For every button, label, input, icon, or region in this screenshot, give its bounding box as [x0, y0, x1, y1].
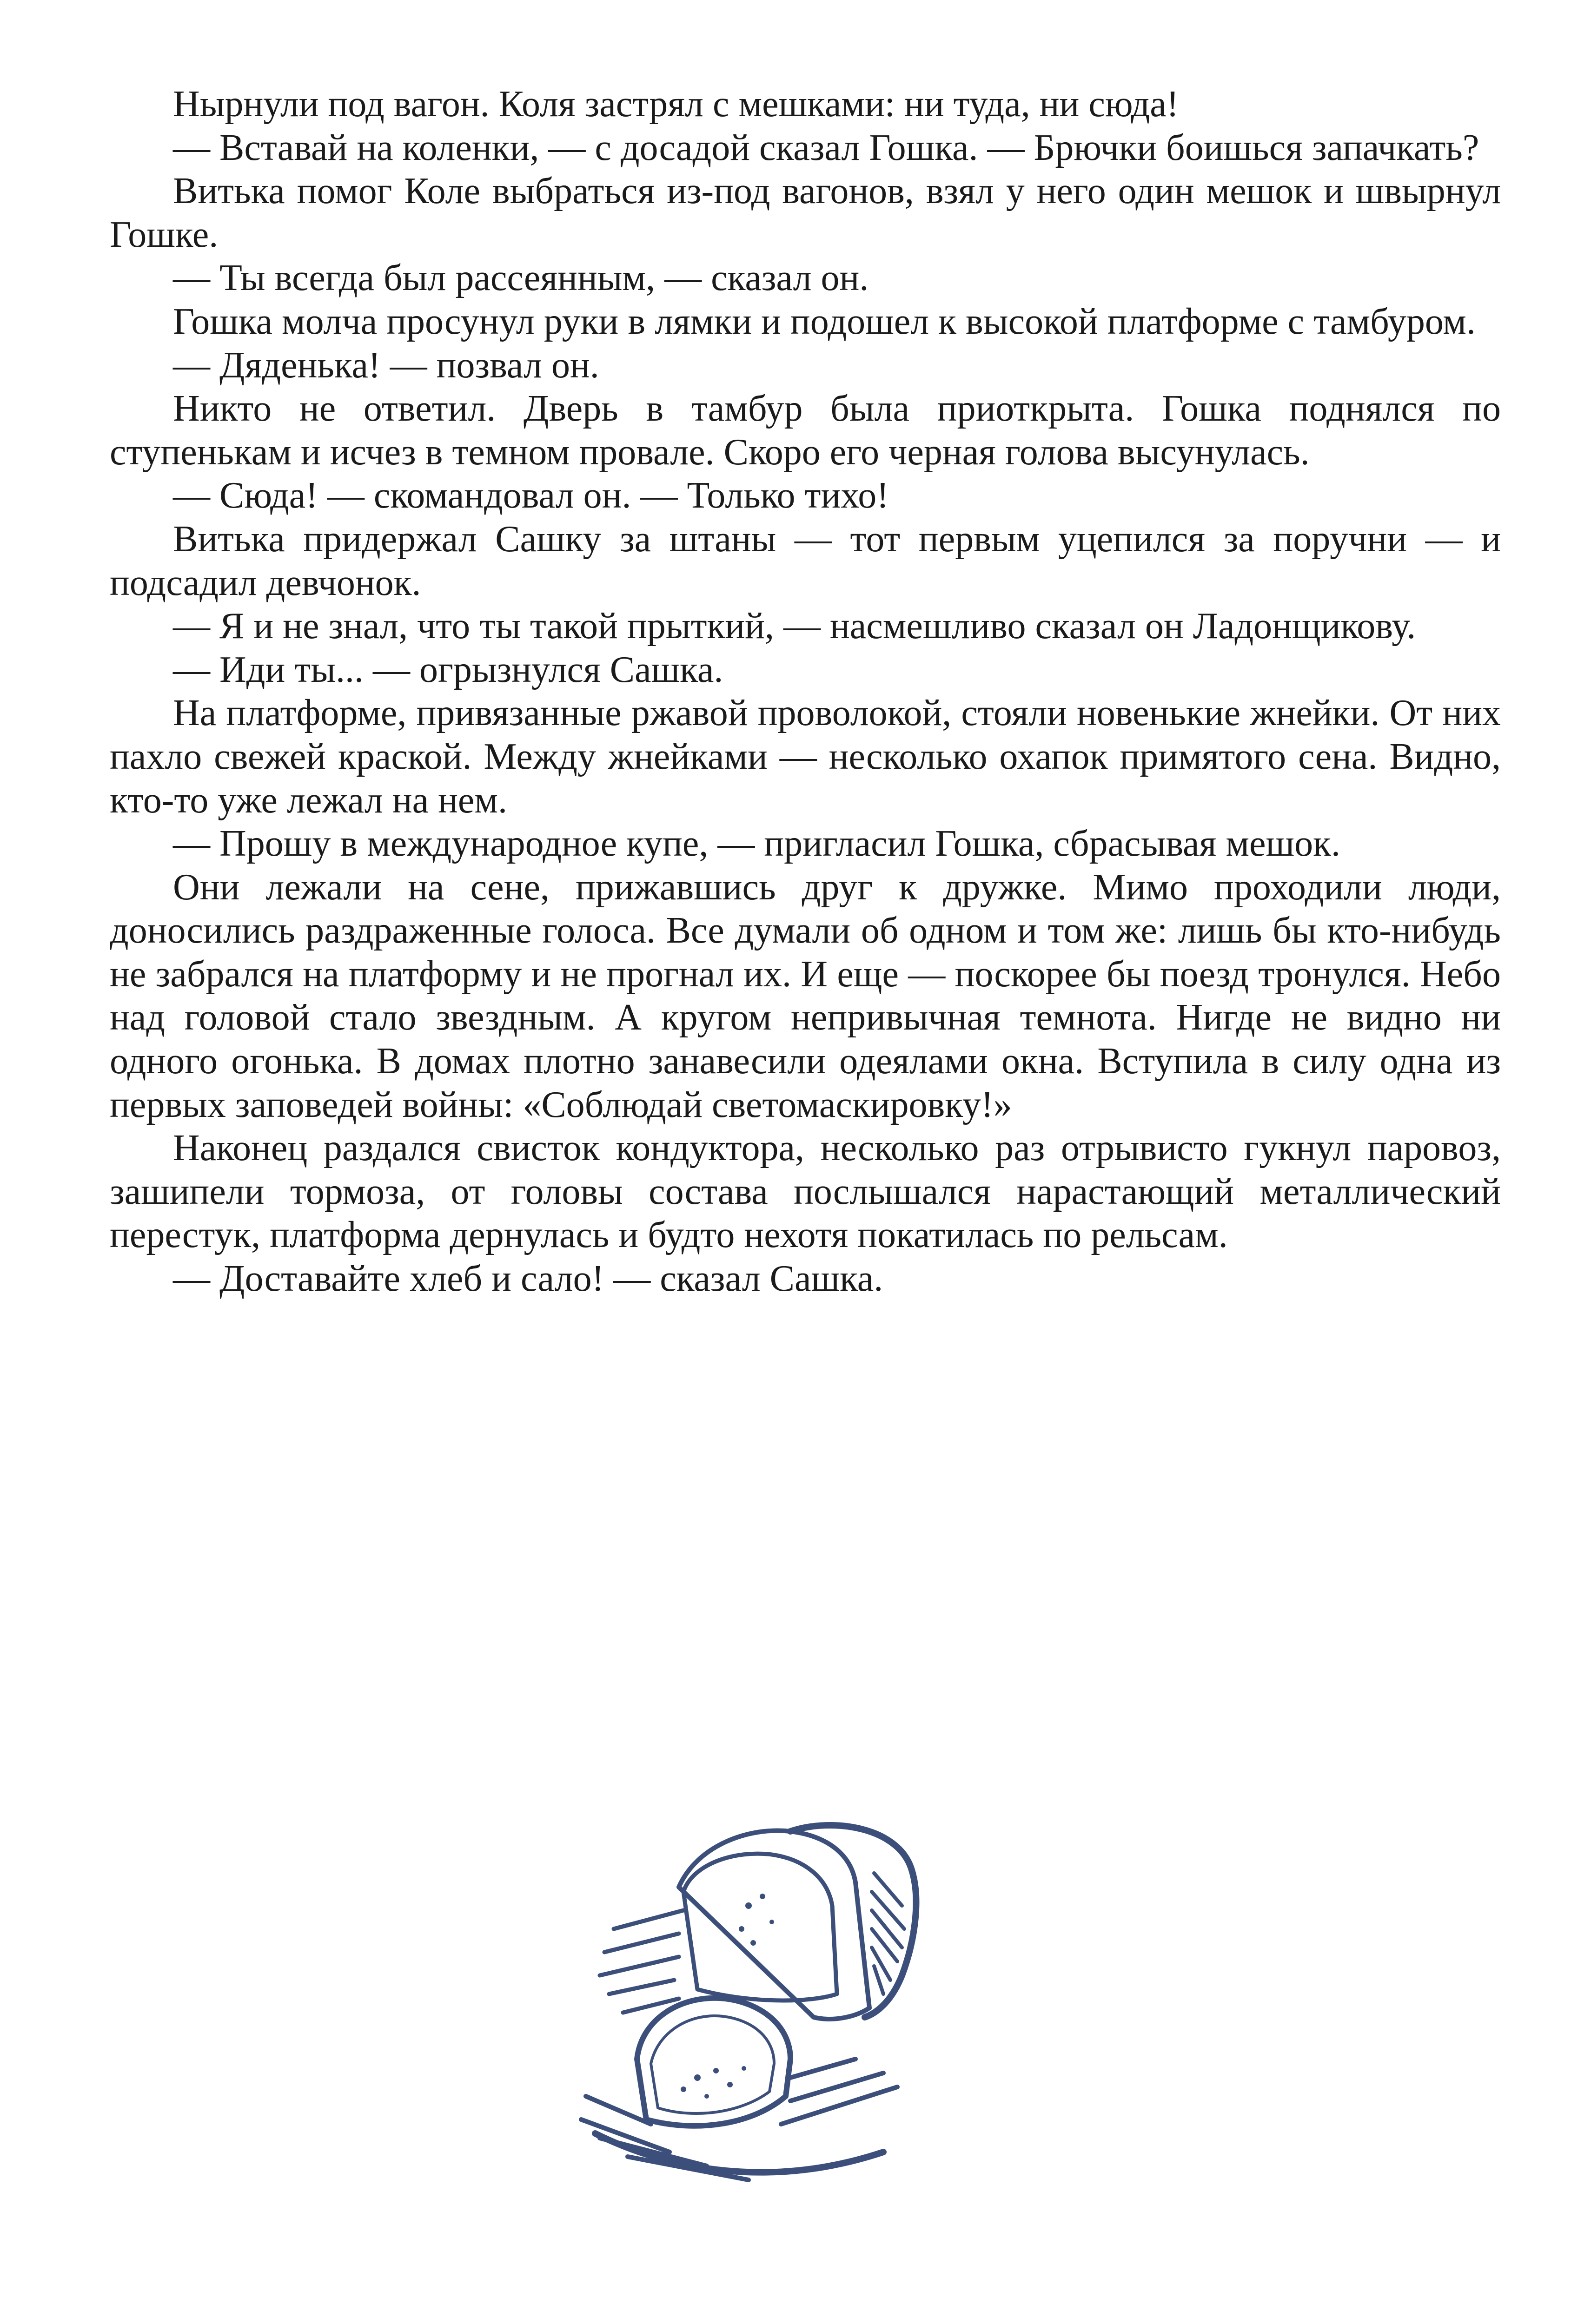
paragraph: — Доставайте хлеб и сало! — сказал Сашка. — [173, 1258, 883, 1300]
paragraph: На платформе, привязанные ржавой проволокой, стояли новенькие жнейки. От них пахло свежей краской. Между жнейками — несколько охапок примятого сена. Видно, кто-то уже лежал на нем. — [110, 693, 1501, 821]
paragraph: Нырнули под вагон. Коля застрял с мешками: ни туда, ни сюда! — [173, 84, 1179, 125]
paragraph: — Дяденька! — позвал он. — [173, 344, 599, 386]
paragraph: Витька помог Коле выбраться из-под вагонов, взял у него один мешок и швырнул Гошке. — [110, 171, 1501, 255]
paragraph: — Иди ты... — огрызнулся Сашка. — [173, 649, 723, 690]
slice-dots — [681, 2066, 746, 2099]
story-text — [110, 83, 1501, 1301]
left-hatching — [600, 1910, 683, 2013]
paragraph: Гошка молча просунул руки в лямки и подошел к высокой платформе с тамбуром. — [173, 301, 1476, 342]
crumb-dots — [739, 1894, 774, 1946]
paragraph: — Вставай на коленки, — с досадой сказал Гошка. — Брючки боишься запачкать? — [173, 127, 1479, 168]
paragraph: — Ты всегда был рассеянным, — сказал он. — [173, 257, 869, 299]
paragraph: Витька придержал Сашку за штаны — тот первым уцепился за поручни — и подсадил девчонок. — [110, 518, 1501, 603]
bread-ink — [581, 1825, 916, 2180]
paragraph: Никто не ответил. Дверь в тамбур была приоткрыта. Гошка поднялся по ступенькам и исчез в темном провале. Скоро его черная голова высунулась. — [110, 388, 1501, 473]
paragraph: Наконец раздался свисток кондуктора, несколько раз отрывисто гукнул паровоз, зашипели тормоза, от головы состава послышался нарастающий металлический перестук, платформа дернулась и будто нехотя покатилась по рельсам. — [110, 1128, 1501, 1256]
bread-loaf-illustration — [530, 1799, 1069, 2217]
paragraph: — Прошу в международное купе, — пригласил Гошка, сбрасывая мешок. — [173, 823, 1340, 865]
loaf-cut-face — [683, 1854, 837, 2000]
bread-slice — [637, 1998, 790, 2126]
paragraph: Они лежали на сене, прижавшись друг к дружке. Мимо проходили люди, доносились раздраженные голоса. Все думали об одном и том же: лишь бы кто-нибудь не забрался на платформу и не прогнал их. И еще — поскорее бы поезд тронулся. Небо над головой стало звездным. А кругом непривычная темнота. Нигде не видно ни одного огонька. В домах плотно занавесили одеялами окна. Вступила в силу одна из первых заповедей войны: «Соблюдай светомаскировку!» — [110, 866, 1501, 1125]
paragraph: — Сюда! — скомандовал он. — Только тихо! — [173, 475, 889, 516]
paragraph: — Я и не знал, что ты такой прыткий, — насмешливо сказал он Ладонщикову. — [173, 606, 1416, 647]
slice-crumb — [651, 2016, 774, 2113]
